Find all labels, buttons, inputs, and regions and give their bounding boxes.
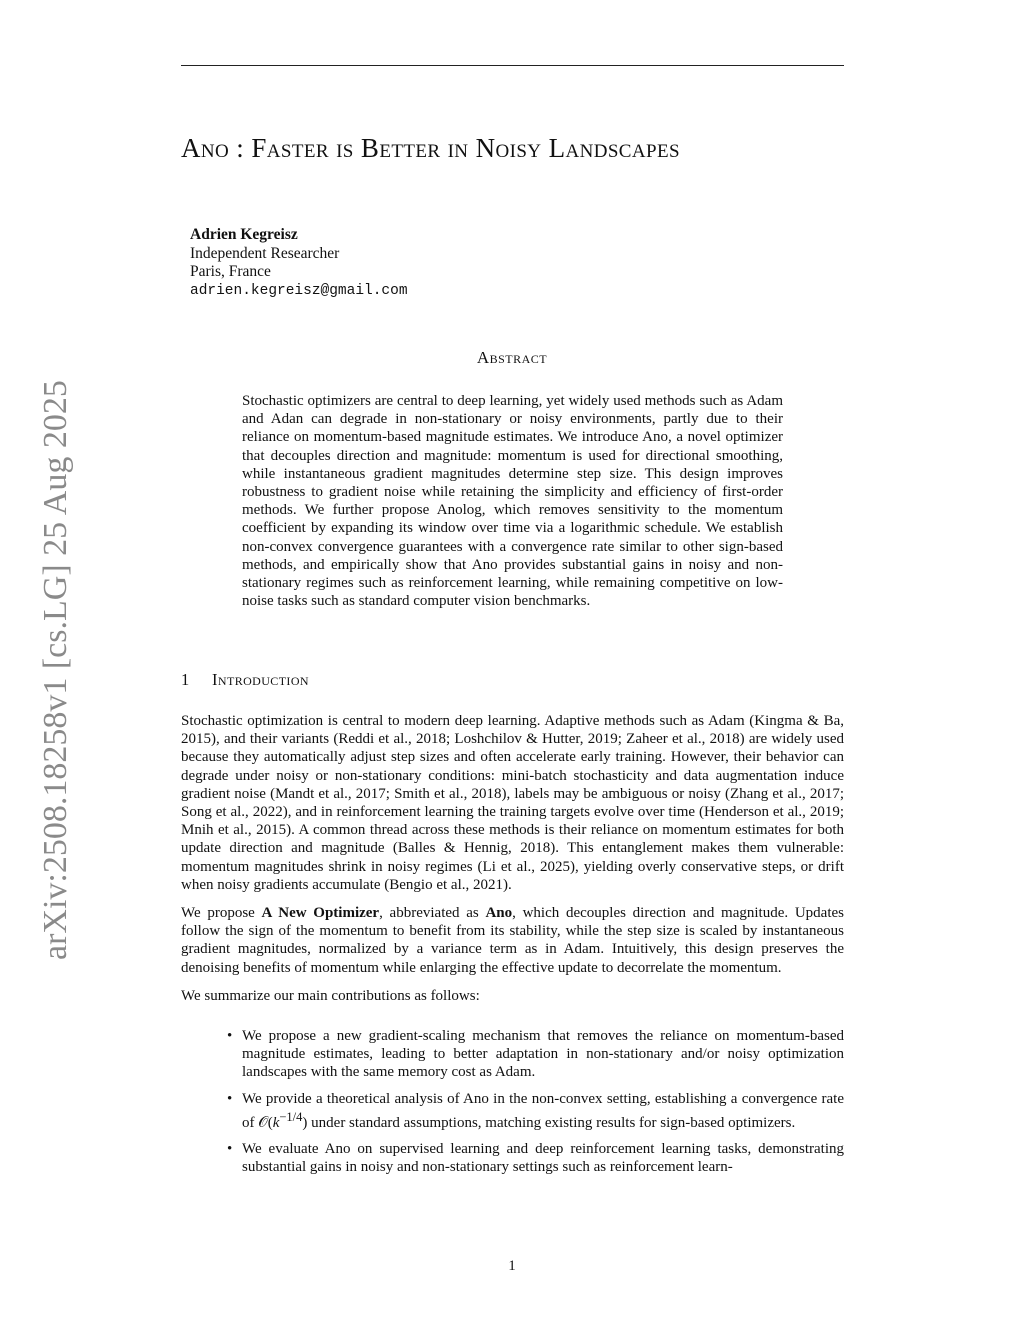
page-number: 1 xyxy=(508,1258,516,1274)
author-name: Adrien Kegreisz xyxy=(190,226,298,243)
optimizer-name: A New Optimizer xyxy=(261,905,380,922)
convergence-rate-formula: $𝒪(k^{-1/4})$ xyxy=(258,1109,308,1131)
author-block xyxy=(190,226,408,300)
list-item xyxy=(181,1140,844,1176)
rate-exponent: −1/4 xyxy=(279,1109,303,1124)
list-item-text: under standard assumptions, matching existing results for sign-based optimizers. xyxy=(307,1114,796,1131)
contributions-list xyxy=(181,1027,844,1176)
paragraph-text: , which decouples direction and magnitude. Updates follow the sign of the momentum to benefit from its stability, while the step size is scaled by instantaneous gradient magnitudes, normalized by a variance term as in Adam. Intuitively, this design preserves the denoising benefits of momentum while enlarging the effective update to decorrelate the momentum. xyxy=(181,905,844,976)
author-affiliation: Independent Researcher xyxy=(190,244,340,262)
top-rule xyxy=(181,65,844,66)
rate-base: k xyxy=(272,1114,280,1131)
bullet-icon: • xyxy=(227,1141,233,1158)
list-item xyxy=(181,1090,844,1132)
intro-paragraph-1: Stochastic optimization is central to modern deep learning. Adaptive methods such as Adam (Kingma & Ba, 2015), and their variants (Reddi et al., 2018; Loshchilov & Hutter, 2019; Zaheer et al., 2018) are widely used because they automatically adjust step sizes and often accelerate early training. However, their behavior can degrade under noisy or non-stationary conditions: mini-batch stochasticity and data augmentation induce gradient noise (Mandt et al., 2017; Smith et al., 2018), labels may be ambiguous or noisy (Zhang et al., 2017; Song et al., 2022), and in reinforcement learning the training targets evolve over time (Henderson et al., 2019; Mnih et al., 2015). A common thread across these methods is their reliance on momentum estimates for both update direction and magnitude (Balles & Hennig, 2018). This entanglement makes them vulnerable: momentum magnitudes shrink in noisy regimes (Li et al., 2025), yielding overly conservative steps, or drift when noisy gradients accumulate (Bengio et al., 2021). xyxy=(181,713,844,893)
abstract-text: Stochastic optimizers are central to deep learning, yet widely used methods such as Adam and Adan can degrade in non-stationary or noisy environments, partly due to their reliance on momentum-based magnitude estimates. We introduce Ano, a novel optimizer that decouples direction and magnitude: momentum is used for directional smoothing, while instantaneous gradient magnitudes determine step size. This design improves robustness to gradient noise while retaining the simplicity and efficiency of first-order methods. We further propose Anolog, which removes sensitivity to the momentum coefficient by expanding its window over time via a logarithmic schedule. We establish non-convex convergence guarantees with a convergence rate similar to other sign-based methods, and empirically show that Ano provides substantial gains in noisy and non-stationary regimes such as reinforcement learning, while remaining competitive on low-noise tasks such as standard computer vision benchmarks. xyxy=(242,393,783,610)
intro-paragraph-3: We summarize our main contributions as follows: xyxy=(181,987,480,1004)
abstract-heading: Abstract xyxy=(476,348,548,367)
paragraph-text: , abbreviated as xyxy=(379,905,486,922)
section-number: 1 xyxy=(181,670,190,689)
list-item xyxy=(181,1027,844,1082)
introduction-body xyxy=(181,712,844,1184)
paper-title: Ano : Faster is Better in Noisy Landscapes xyxy=(181,133,680,163)
list-item-text: We provide a theoretical analysis of Ano in the non-convex setting, establishing a convergence rate of xyxy=(242,1090,844,1131)
intro-paragraph-2 xyxy=(181,904,844,977)
arxiv-identifier: arXiv:2508.18258v1 [cs.LG] 25 Aug 2025 xyxy=(37,380,74,960)
list-item-text: We evaluate Ano on supervised learning and deep reinforcement learning tasks, demonstrating substantial gains in noisy and non-stationary settings such as reinforcement learn- xyxy=(242,1141,844,1176)
big-o-symbol: 𝒪 xyxy=(258,1114,268,1131)
section-heading-introduction xyxy=(181,670,309,690)
bullet-icon: • xyxy=(227,1028,233,1045)
list-item-text: We propose a new gradient-scaling mechanism that removes the reliance on momentum-based magnitude estimates, leading to better adaptation in non-stationary and/or noisy optimization landscapes with the same memory cost as Adam. xyxy=(242,1028,844,1081)
author-location: Paris, France xyxy=(190,263,271,280)
optimizer-abbreviation: Ano xyxy=(485,905,513,922)
paragraph-text: We propose xyxy=(181,905,262,922)
section-title: Introduction xyxy=(212,670,309,689)
author-email[interactable]: adrien.kegreisz@gmail.com xyxy=(190,282,408,299)
bullet-icon: • xyxy=(227,1090,233,1107)
